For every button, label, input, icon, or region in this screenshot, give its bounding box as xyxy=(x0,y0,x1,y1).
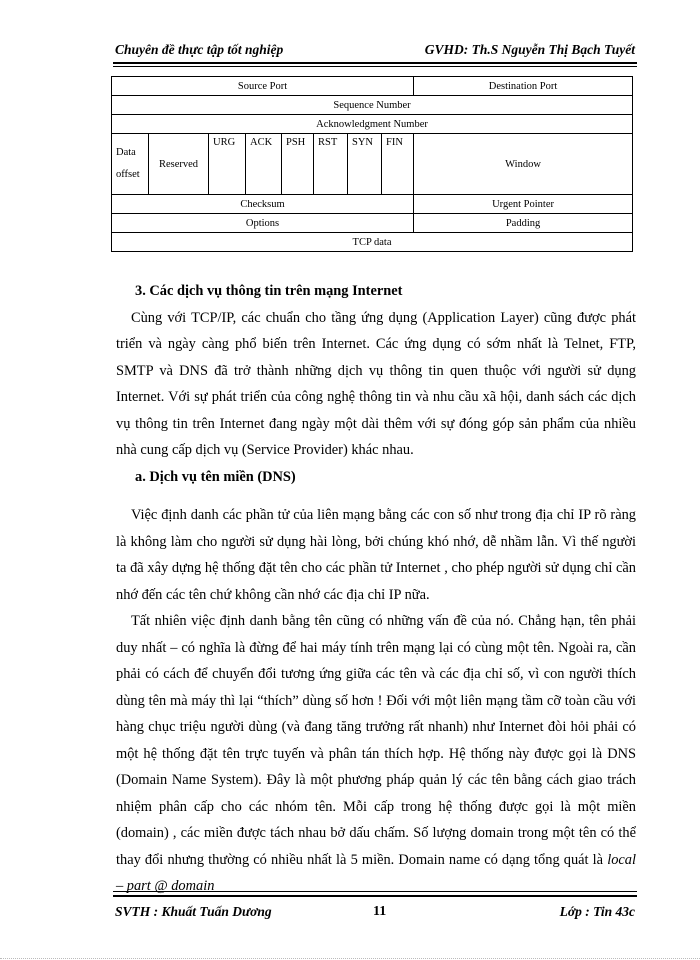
cell-checksum: Checksum xyxy=(112,195,414,214)
cell-ack-number: Acknowledgment Number xyxy=(112,115,633,134)
section-a-heading: a. Dịch vụ tên miền (DNS) xyxy=(135,468,296,485)
page-footer xyxy=(115,902,635,922)
cell-data-offset: Data offset xyxy=(112,134,149,195)
cell-flag-syn: SYN xyxy=(348,134,382,195)
footer-rule xyxy=(113,895,637,897)
spacer xyxy=(116,490,636,502)
cell-urgent-pointer: Urgent Pointer xyxy=(414,195,633,214)
cell-window: Window xyxy=(414,134,633,195)
cell-reserved: Reserved xyxy=(149,134,209,195)
cell-sequence-number: Sequence Number xyxy=(112,96,633,115)
cell-flag-psh: PSH xyxy=(282,134,314,195)
footer-left: SVTH : Khuất Tuấn Dương xyxy=(115,904,272,919)
header-rule-thin xyxy=(113,66,637,67)
cell-flag-ack: ACK xyxy=(246,134,282,195)
footer-right: Lớp : Tin 43c xyxy=(559,904,635,919)
footer-rule-thin xyxy=(113,891,637,892)
cell-options: Options xyxy=(112,214,414,233)
header-left: Chuyên đề thực tập tốt nghiệp xyxy=(115,42,284,57)
section-3-paragraph: Cùng với TCP/IP, các chuẩn cho tầng ứng dụng (Application Layer) cũng được phát triển và ngày càng phổ biến trên Internet. Các ứng dụng có sớm nhất là Telnet, FTP, SMTP và DNS đã trở thành những dịch vụ thông tin quen thuộc với người sử dụng Internet. Với sự phát triển của công nghệ thông tin và nhu cầu xã hội, danh sách các dịch vụ thông tin trên Internet đang ngày một dài thêm với sự đóng góp sản phẩm của nhiều nhà cung cấp dịch vụ (Service Provider) khác nhau. xyxy=(116,309,636,458)
cell-flag-fin: FIN xyxy=(382,134,414,195)
cell-flag-urg: URG xyxy=(209,134,246,195)
cell-flag-rst: RST xyxy=(314,134,348,195)
cell-source-port: Source Port xyxy=(112,77,414,96)
cell-destination-port: Destination Port xyxy=(414,77,633,96)
email-format-italic: local – part @ domain xyxy=(116,851,636,894)
page-edge xyxy=(0,958,700,959)
cell-tcp-data: TCP data xyxy=(112,233,633,252)
header-right: GVHD: Th.S Nguyễn Thị Bạch Tuyết xyxy=(424,42,635,57)
section-a-paragraph-2 xyxy=(116,608,636,900)
header-rule xyxy=(113,62,637,64)
page-number: 11 xyxy=(373,904,387,919)
paragraph-2-text: Tất nhiên việc định danh bằng tên cũng có những vấn đề của nó. Chẳng hạn, tên phải duy nhất – có nghĩa là đừng để hai máy tính trên mạng lại có cùng một tên. Ngoài ra, cần phải có cách để chuyển đổi tương ứng giữa các tên và các địa chỉ số, vì con người thích dùng tên mà máy thì lại “thích” dùng số hơn ! Đối với một liên mạng tầm cỡ toàn cầu với hàng chục triệu người dùng (và đang tăng trưởng rất nhanh) như Internet đòi hỏi phải có một hệ thống đặt tên trực tuyến và phân tán thích hợp. Hệ thống này được gọi là DNS (Domain Name System). Đây là một phương pháp quản lý các tên bằng cách giao trách nhiệm phân cấp cho các nhóm tên. Mỗi cấp trong hệ thống được gọi là một miền (domain) , các miền được tách nhau bở dấu chấm. Số lượng domain trong một tên có thể thay đổi nhưng thường có nhiều nhất là 5 miền. Domain name có dạng tổng quát là xyxy=(116,613,636,868)
body-text xyxy=(116,278,636,900)
cell-padding: Padding xyxy=(414,214,633,233)
section-a-paragraph-1: Việc định danh các phần tử của liên mạng bằng các con số như trong địa chỉ IP rõ ràng là không làm cho người sử dụng hài lòng, bởi chúng khó nhớ, dễ nhầm lẫn. Vì thế người ta đã xây dựng hệ thống đặt tên cho các phần tử Internet , cho phép người sử dụng chỉ cần nhớ đến các tên chứ không cần nhớ các địa chỉ IP nữa. xyxy=(116,507,636,603)
section-3-heading: 3. Các dịch vụ thông tin trên mạng Internet xyxy=(135,283,403,299)
page-header xyxy=(115,40,635,60)
tcp-header-table xyxy=(111,76,633,252)
